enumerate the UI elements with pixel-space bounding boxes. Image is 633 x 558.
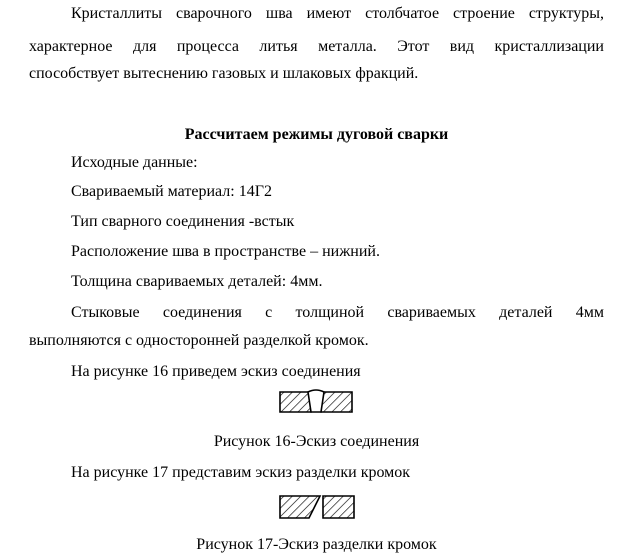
- source-data-joint-type: Тип сварного соединения -встык: [71, 213, 295, 230]
- paragraph-1-line-2: характерное для процесса литья металла. Этот вид кристаллизации: [29, 38, 604, 55]
- figure-16-intro: На рисунке 16 приведем эскиз соединения: [71, 363, 361, 380]
- source-data-material: Свариваемый материал: 14Г2: [71, 183, 272, 200]
- section-heading: Рассчитаем режимы дуговой сварки: [184, 126, 449, 143]
- paragraph-1-line-1: Кристаллиты сварочного шва имеют столбчатое строение структуры,: [71, 5, 604, 22]
- paragraph-1-line-3: способствует вытеснению газовых и шлаковых фракций.: [29, 65, 419, 82]
- figure-17-caption: Рисунок 17-Эскиз разделки кромок: [196, 536, 437, 553]
- source-data-thickness: Толщина свариваемых деталей: 4мм.: [71, 273, 323, 290]
- paragraph-2-line-2: выполняются с односторонней разделкой кромок.: [29, 332, 369, 349]
- figure-17-intro: На рисунке 17 представим эскиз разделки кромок: [71, 464, 411, 481]
- straight-right-plate: [323, 496, 354, 518]
- source-data-position: Расположение шва в пространстве – нижний.: [71, 243, 380, 260]
- edge-preparation-sketch-figure: [278, 493, 356, 521]
- figure-16-caption: Рисунок 16-Эскиз соединения: [213, 433, 420, 450]
- joint-sketch-figure: [278, 389, 354, 415]
- source-data-title: Исходные данные:: [71, 154, 198, 171]
- weld-bead: [308, 390, 324, 412]
- bevelled-left-plate: [280, 496, 320, 518]
- paragraph-2-line-1: Стыковые соединения с толщиной свариваемых деталей 4мм: [71, 304, 604, 321]
